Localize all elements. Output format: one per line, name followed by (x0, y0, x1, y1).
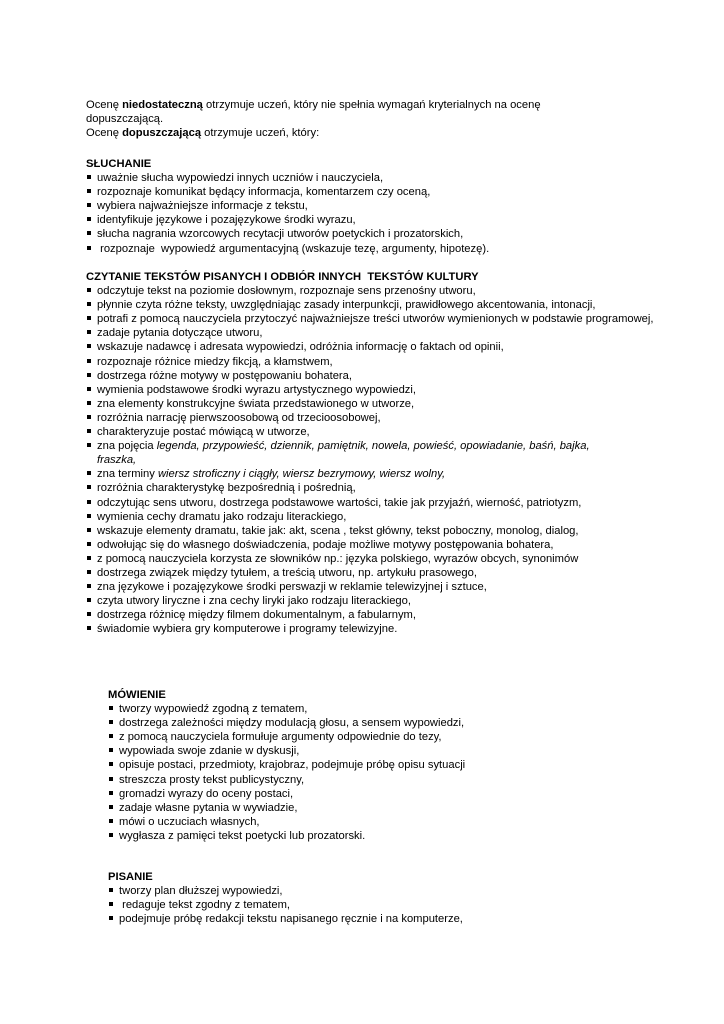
list-item: zadaje pytania dotyczące utworu, (86, 326, 684, 340)
list-item: uważnie słucha wypowiedzi innych uczniów i nauczyciela, (86, 171, 684, 185)
list-item: płynnie czyta różne teksty, uwzględniając zasady interpunkcji, prawidłowego akcentowania, intonacji, (86, 298, 617, 312)
grade-insufficient: niedostateczną (122, 99, 203, 111)
list-item: identyfikuje językowe i pozajęzykowe środki wyrazu, (86, 213, 684, 227)
list-item: dostrzega zależności między modulacją głosu, a sensem wypowiedzi, (108, 716, 684, 730)
list-item: odczytując sens utworu, dostrzega podstawowe wartości, takie jak przyjaźń, wierność, patriotyzm, (86, 496, 684, 510)
list-item: wskazuje nadawcę i adresata wypowiedzi, odróżnia informację o faktach od opinii, (86, 340, 684, 354)
list-item: zna językowe i pozajęzykowe środki perswazji w reklamie telewizyjnej i sztuce, (86, 580, 684, 594)
list-item: mówi o uczuciach własnych, (108, 815, 684, 829)
list-item: świadomie wybiera gry komputerowe i programy telewizyjne. (86, 622, 684, 636)
czytanie-list (86, 284, 684, 636)
intro (86, 98, 684, 140)
list-item: odwołując się do własnego doświadczenia, podaje możliwe motywy postępowania bohatera, (86, 538, 684, 552)
pisanie-list (108, 884, 684, 926)
list-item: gromadzi wyrazy do oceny postaci, (108, 787, 684, 801)
list-item: rozpoznaje wypowiedź argumentacyjną (wskazuje tezę, argumenty, hipotezę). (86, 242, 684, 256)
list-item: dostrzega różne motywy w postępowaniu bohatera, (86, 369, 684, 383)
list-item: potrafi z pomocą nauczyciela przytoczyć najważniejsze treści utworów wymienionych w podstawie programowej, (86, 312, 687, 326)
list-item: redaguje tekst zgodny z tematem, (108, 898, 684, 912)
list-item: wygłasza z pamięci tekst poetycki lub prozatorski. (108, 829, 684, 843)
list-item: rozróżnia narrację pierwszoosobową od trzecioosobowej, (86, 411, 684, 425)
list-item: wypowiada swoje zdanie w dyskusji, (108, 744, 684, 758)
intro-line-1: Ocenę niedostateczną otrzymuje uczeń, który nie spełnia wymagań kryterialnych na ocenę dopuszczającą. (86, 99, 541, 126)
list-item: z pomocą nauczyciela formułuje argumenty odpowiednie do tezy, (108, 730, 684, 744)
list-item: dostrzega różnicę między filmem dokumentalnym, a fabularnym, (86, 608, 684, 622)
list-item: rozpoznaje komunikat będący informacja, komentarzem czy oceną, (86, 185, 684, 199)
section-heading: CZYTANIE TEKSTÓW PISANYCH I ODBIÓR INNYCH TEKSTÓW KULTURY (86, 271, 479, 283)
section-pisanie (108, 870, 684, 926)
intro-line-2: Ocenę dopuszczającą otrzymuje uczeń, który: (86, 127, 320, 140)
list-item: tworzy wypowiedź zgodną z tematem, (108, 702, 684, 716)
mowienie-list (108, 702, 684, 843)
list-item: z pomocą nauczyciela korzysta ze słowników np.: języka polskiego, wyrazów obcych, synonimów (86, 552, 684, 566)
section-mowienie (108, 688, 684, 843)
list-item: wskazuje elementy dramatu, takie jak: akt, scena , tekst główny, tekst poboczny, monolog, dialog, (86, 524, 684, 538)
list-item: charakteryzuje postać mówiącą w utworze, (86, 425, 684, 439)
list-item: wybiera najważniejsze informacje z tekstu, (86, 199, 684, 213)
list-item: czyta utwory liryczne i zna cechy liryki jako rodzaju literackiego, (86, 594, 684, 608)
list-item: zna pojęcia legenda, przypowieść, dziennik, pamiętnik, nowela, powieść, opowiadanie, baśń, bajka, fraszka, (86, 439, 617, 467)
section-czytanie (86, 270, 684, 636)
section-sluchanie (86, 157, 684, 256)
list-item: podejmuje próbę redakcji tekstu napisanego ręcznie i na komputerze, (108, 912, 684, 926)
list-item: słucha nagrania wzorcowych recytacji utworów poetyckich i prozatorskich, (86, 227, 684, 241)
section-heading: MÓWIENIE (108, 689, 166, 701)
list-item: zna terminy wiersz stroficzny i ciągły, wiersz bezrymowy, wiersz wolny, (86, 467, 684, 481)
list-item: dostrzega związek między tytułem, a treścią utworu, np. artykułu prasowego, (86, 566, 684, 580)
list-item: wymienia podstawowe środki wyrazu artystycznego wypowiedzi, (86, 383, 684, 397)
list-item: odczytuje tekst na poziomie dosłownym, rozpoznaje sens przenośny utworu, (86, 284, 684, 298)
section-heading: PISANIE (108, 871, 153, 883)
list-item: wymienia cechy dramatu jako rodzaju literackiego, (86, 510, 684, 524)
list-item: rozróżnia charakterystykę bezpośrednią i pośrednią, (86, 481, 684, 495)
grade-sufficient: dopuszczającą (122, 127, 202, 140)
list-item: opisuje postaci, przedmioty, krajobraz, podejmuje próbę opisu sytuacji (108, 758, 684, 772)
list-item: zna elementy konstrukcyjne świata przedstawionego w utworze, (86, 397, 684, 411)
list-item: rozpoznaje różnice miedzy fikcją, a kłamstwem, (86, 355, 684, 369)
section-heading: SŁUCHANIE (86, 158, 152, 170)
list-item: streszcza prosty tekst publicystyczny, (108, 773, 684, 787)
sluchanie-list (86, 171, 684, 256)
list-item: zadaje własne pytania w wywiadzie, (108, 801, 684, 815)
list-item: tworzy plan dłuższej wypowiedzi, (108, 884, 684, 898)
